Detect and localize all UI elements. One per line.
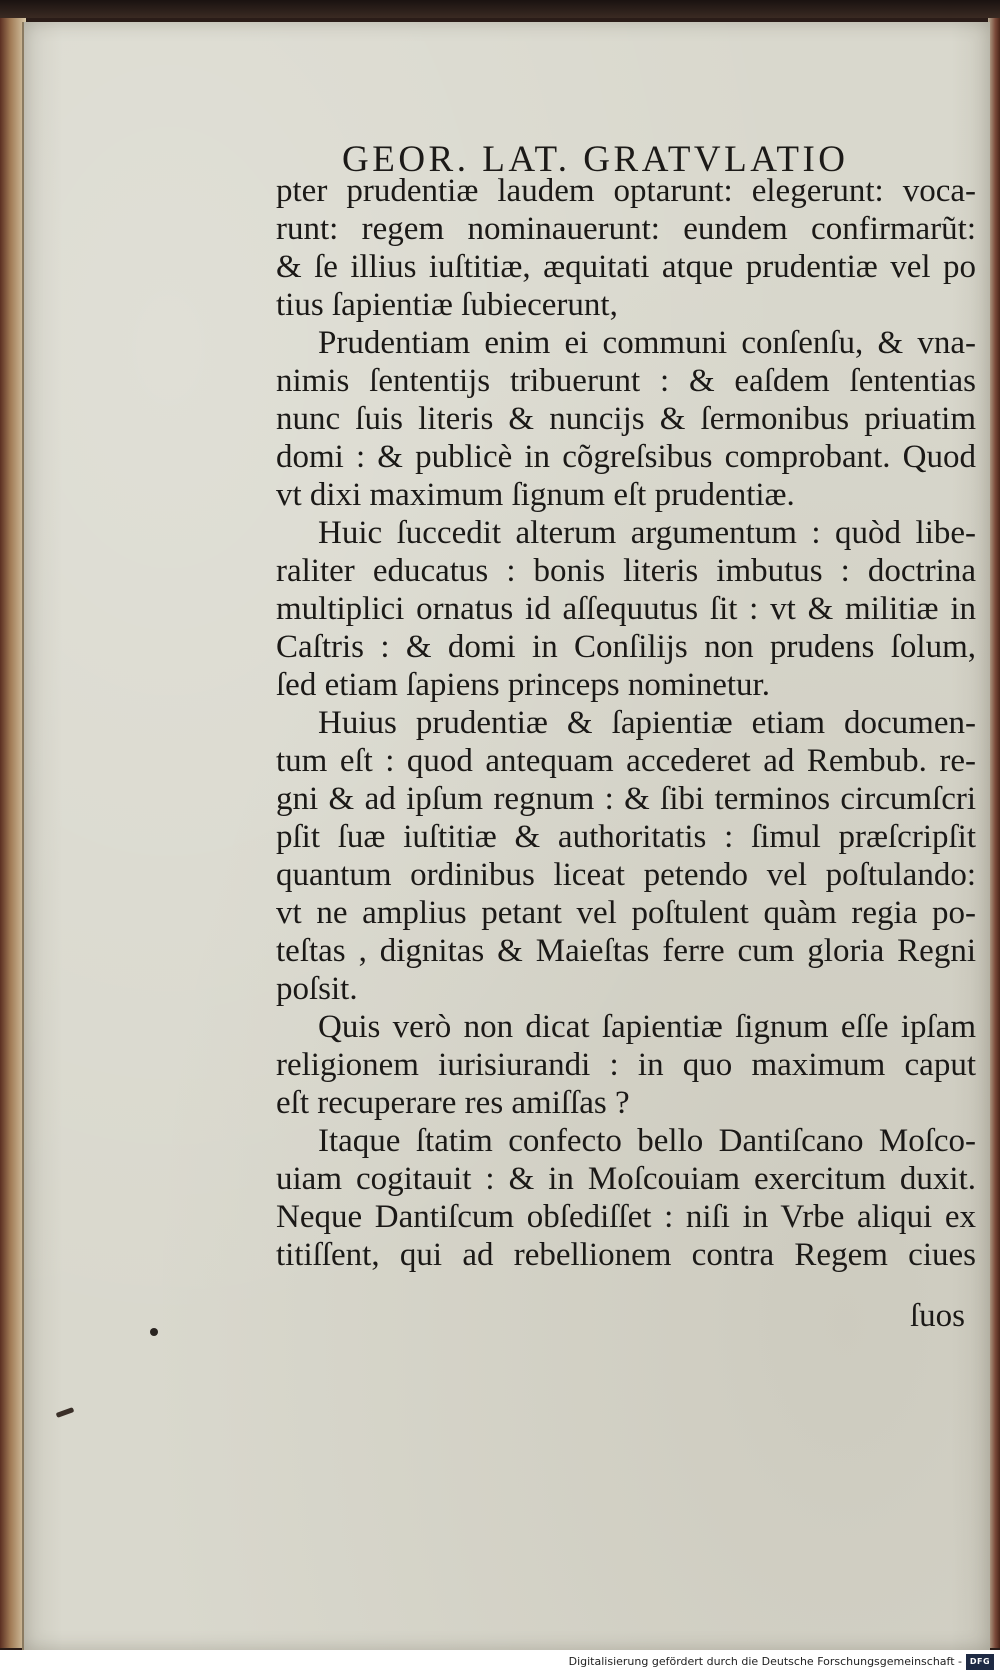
text-line: nimis ſententijs tribuerunt : & eaſdem ſententias xyxy=(276,363,976,399)
text-line: nunc ſuis literis & nuncijs & ſermonibus priuatim xyxy=(276,401,976,437)
text-line: uiam cogitauit : & in Moſcouiam exercitum duxit. xyxy=(276,1161,976,1197)
text-line: eſt recuperare res amiſſas ? xyxy=(276,1085,630,1121)
scan-top-edge xyxy=(0,0,1000,18)
text-line: domi : & publicè in cõgreſsibus comprobant. Quod xyxy=(276,439,976,475)
catchword: ſuos xyxy=(910,1298,966,1334)
text-line: Neque Dantiſcum obſediſſet : niſi in Vrbe aliqui ex xyxy=(276,1199,976,1235)
text-line: poſsit. xyxy=(276,971,358,1007)
text-line: gni & ad ipſum regnum : & ſibi terminos circumſcri xyxy=(276,781,976,817)
text-line: vt dixi maximum ſignum eſt prudentiæ. xyxy=(276,477,795,513)
text-line: vt ne amplius petant vel poſtulent quàm regia po- xyxy=(276,895,976,931)
text-line: multiplici ornatus id aſſequutus ſit : vt & militiæ in xyxy=(276,591,976,627)
text-line: tius ſapientiæ ſubiecerunt, xyxy=(276,287,618,323)
dfg-logo-icon: DFG xyxy=(966,1654,994,1670)
text-line: & ſe illius iuſtitiæ, æquitati atque prudentiæ vel po xyxy=(276,249,976,285)
running-head: GEOR. LAT. GRATVLATIO xyxy=(342,139,849,180)
text-line: pter prudentiæ laudem optarunt: elegerunt: voca- xyxy=(276,173,976,209)
margin-ink-spot xyxy=(150,1328,158,1336)
body-text xyxy=(276,172,976,1274)
text-line: pſit ſuæ iuſtitiæ & authoritatis : ſimul præſcripſit xyxy=(276,819,976,855)
text-line: quantum ordinibus liceat petendo vel poſtulando: xyxy=(276,857,976,893)
text-line: raliter educatus : bonis literis imbutus : doctrina xyxy=(276,553,976,589)
text-line: Caſtris : & domi in Conſilijs non prudens ſolum, xyxy=(276,629,976,665)
text-line: runt: regem nominauerunt: eundem confirmarũt: xyxy=(276,211,976,247)
text-line: titiſſent, qui ad rebellionem contra Regem ciues xyxy=(276,1237,976,1273)
text-line: teſtas , dignitas & Maieſtas ferre cum gloria Regni xyxy=(276,933,976,969)
text-line: Itaque ſtatim confecto bello Dantiſcano Moſco- xyxy=(318,1123,976,1159)
digitization-footer xyxy=(0,1650,1000,1678)
text-line: ſed etiam ſapiens princeps nominetur. xyxy=(276,667,770,703)
text-line: Prudentiam enim ei communi conſenſu, & vna- xyxy=(318,325,976,361)
text-line: tum eſt : quod antequam accederet ad Rembub. re- xyxy=(276,743,976,779)
footer-credit: Digitalisierung gefördert durch die Deutsche Forschungsgemeinschaft - xyxy=(568,1655,962,1668)
text-line: Huic ſuccedit alterum argumentum : quòd libe- xyxy=(318,515,976,551)
text-line: religionem iurisiurandi : in quo maximum caput xyxy=(276,1047,976,1083)
text-line: Huius prudentiæ & ſapientiæ etiam documen- xyxy=(318,705,976,741)
text-line: Quis verò non dicat ſapientiæ ſignum eſſe ipſam xyxy=(318,1009,976,1045)
